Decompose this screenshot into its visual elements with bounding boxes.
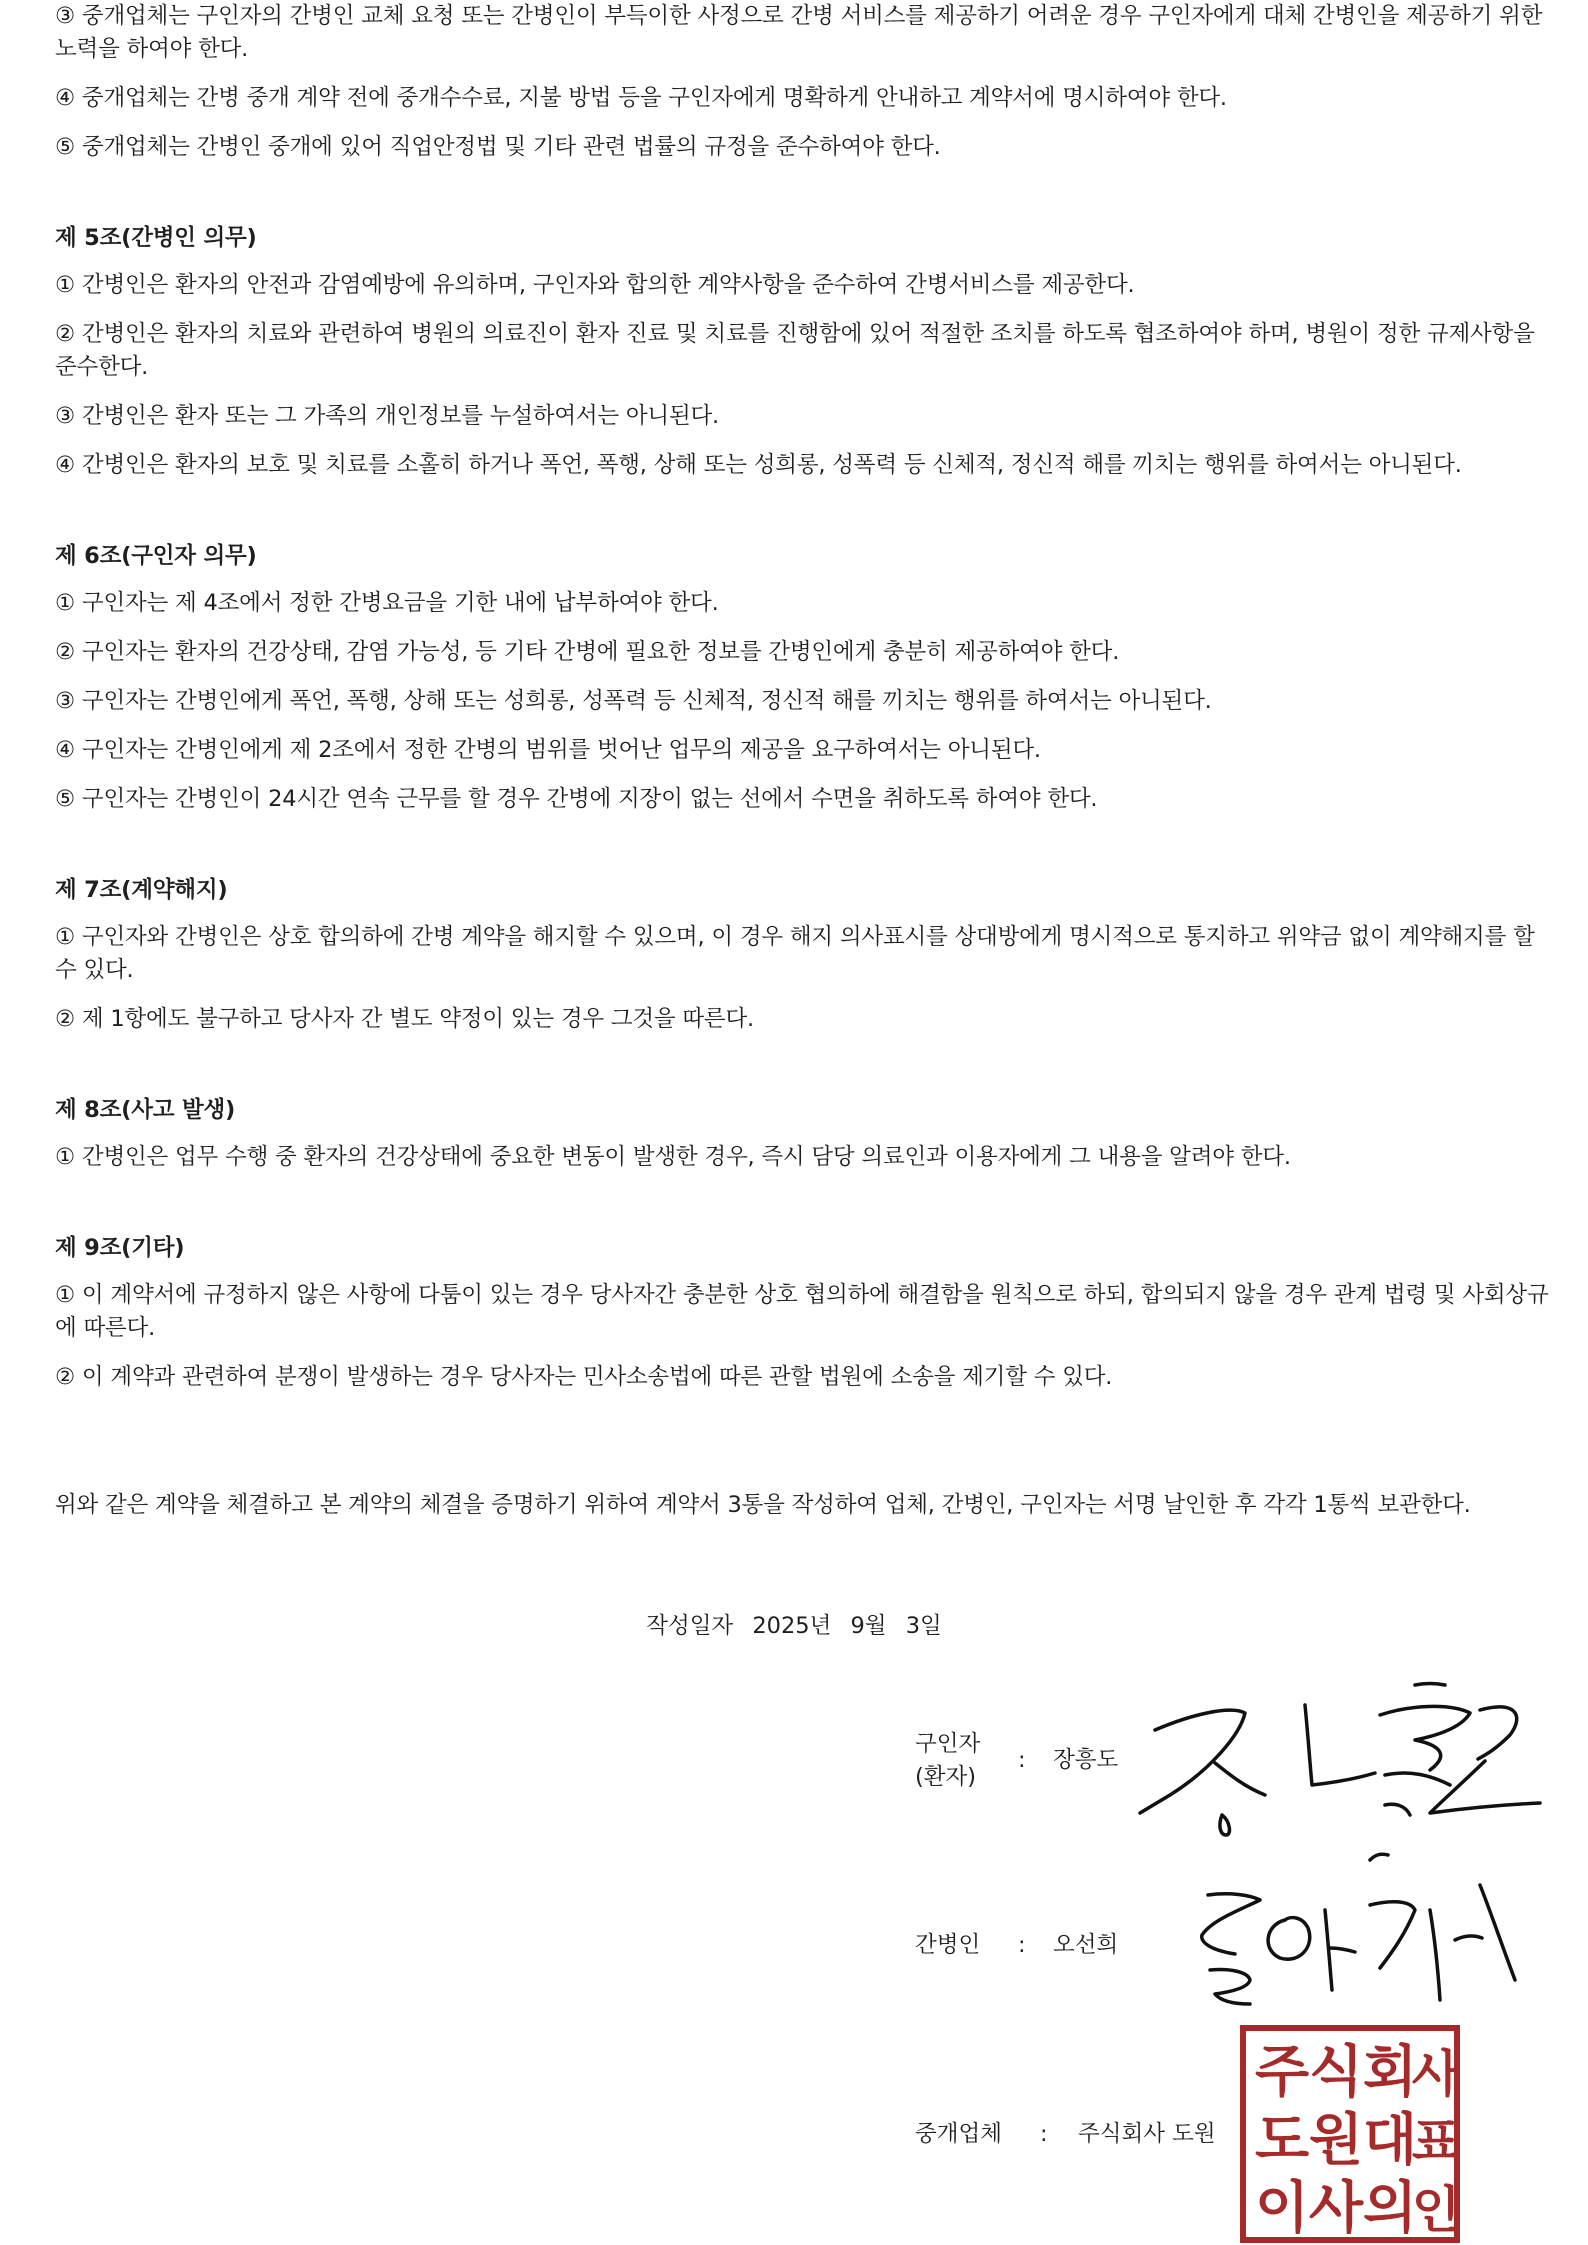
svg-text:표: 표 bbox=[1411, 2113, 1460, 2171]
clause-text: ④ 구인자는 간병인에게 제 2조에서 정한 간병의 범위를 벗어난 업무의 제공을 요구하여서는 아니된다. bbox=[55, 737, 1041, 763]
clause-text: ② 이 계약과 관련하여 분쟁이 발생하는 경우 당사자는 민사소송법에 따른 관할 법원에 소송을 제기할 수 있다. bbox=[55, 1364, 1113, 1390]
svg-text:주: 주 bbox=[1254, 2040, 1310, 2105]
company-seal-stamp bbox=[1240, 2025, 1460, 2243]
article-title: 제 7조(계약해지) bbox=[55, 877, 228, 903]
date-day: 3일 bbox=[905, 1613, 942, 1639]
intro-section bbox=[55, 0, 1550, 164]
svg-text:인: 인 bbox=[1411, 2181, 1460, 2239]
closing-statement: 위와 같은 계약을 체결하고 본 계약의 체결을 증명하기 위하여 계약서 3통을 작성하여 업체, 간병인, 구인자는 서명 날인한 후 각각 1통씩 보관한다. bbox=[55, 1491, 1471, 1518]
clause-text: ② 구인자는 환자의 건강상태, 감염 가능성, 등 기타 간병에 필요한 정보를 간병인에게 충분히 제공하여야 한다. bbox=[55, 639, 1120, 665]
clause-text: ③ 구인자는 간병인에게 폭언, 폭행, 상해 또는 성희롱, 성폭력 등 신체적, 정신적 해를 끼치는 행위를 하여서는 아니된다. bbox=[55, 688, 1212, 714]
signer-colon: : bbox=[1040, 2121, 1048, 2147]
article-title: 제 5조(간병인 의무) bbox=[55, 225, 257, 251]
client-signature bbox=[1130, 1675, 1550, 1865]
clause-text: ③ 중개업체는 구인자의 간병인 교체 요청 또는 간병인이 부득이한 사정으로 간병 서비스를 제공하기 어려운 경우 구인자에게 대체 간병인을 제공하기 위한 노력을 하여야 한다. bbox=[55, 3, 1543, 62]
clause-text: ④ 중개업체는 간병 중개 계약 전에 중개수수료, 지불 방법 등을 구인자에게 명확하게 안내하고 계약서에 명시하여야 한다. bbox=[55, 85, 1227, 111]
svg-text:의: 의 bbox=[1362, 2176, 1418, 2241]
svg-text:사: 사 bbox=[1411, 2045, 1460, 2103]
signer-role: 중개업체 bbox=[915, 2121, 1002, 2147]
clause-text: ② 간병인은 환자의 치료와 관련하여 병원의 의료진이 환자 진료 및 치료를 진행함에 있어 적절한 조치를 하도록 협조하여야 하며, 병원이 정한 규제사항을 준수한다. bbox=[55, 321, 1535, 380]
signer-role bbox=[915, 1728, 1005, 1794]
svg-text:대: 대 bbox=[1362, 2108, 1418, 2173]
clause-text: ① 간병인은 환자의 안전과 감염예방에 유의하며, 구인자와 합의한 계약사항을 준수하여 간병서비스를 제공한다. bbox=[55, 272, 1135, 298]
svg-text:원: 원 bbox=[1308, 2108, 1364, 2173]
date-line bbox=[0, 1610, 1588, 1643]
svg-text:회: 회 bbox=[1362, 2040, 1418, 2105]
article-8 bbox=[55, 1094, 1550, 1174]
date-year: 2025년 bbox=[752, 1613, 832, 1639]
clause-text: ① 구인자는 제 4조에서 정한 간병요금을 기한 내에 납부하여야 한다. bbox=[55, 590, 719, 616]
signer-role-line: (환자) bbox=[915, 1764, 977, 1790]
signer-colon: : bbox=[1018, 1932, 1026, 1958]
article-9 bbox=[55, 1232, 1550, 1394]
signer-agency bbox=[915, 2118, 1255, 2158]
clause-text: ① 구인자와 간병인은 상호 합의하에 간병 계약을 해지할 수 있으며, 이 경우 해지 의사표시를 상대방에게 명시적으로 통지하고 위약금 없이 계약해지를 할 수 있다. bbox=[55, 924, 1535, 983]
signer-name: 주식회사 도원 bbox=[1078, 2121, 1216, 2147]
article-title: 제 8조(사고 발생) bbox=[55, 1097, 236, 1123]
signer-name: 장흥도 bbox=[1053, 1747, 1119, 1773]
article-title: 제 9조(기타) bbox=[55, 1235, 185, 1261]
clause-text: ③ 간병인은 환자 또는 그 가족의 개인정보를 누설하여서는 아니된다. bbox=[55, 403, 719, 429]
clause-text: ① 간병인은 업무 수행 중 환자의 건강상태에 중요한 변동이 발생한 경우, 즉시 담당 의료인과 이용자에게 그 내용을 알려야 한다. bbox=[55, 1144, 1291, 1170]
clause-text: ① 이 계약서에 규정하지 않은 사항에 다툼이 있는 경우 당사자간 충분한 상호 협의하에 해결함을 원칙으로 하되, 합의되지 않을 경우 관계 법령 및 사회상규에 따른다. bbox=[55, 1282, 1549, 1341]
svg-text:식: 식 bbox=[1308, 2040, 1364, 2105]
article-6 bbox=[55, 540, 1550, 816]
article-title: 제 6조(구인자 의무) bbox=[55, 543, 257, 569]
caregiver-signature bbox=[1190, 1880, 1530, 2015]
signer-colon: : bbox=[1018, 1747, 1026, 1773]
article-5 bbox=[55, 222, 1550, 482]
svg-text:도: 도 bbox=[1254, 2108, 1310, 2173]
date-label: 작성일자 bbox=[646, 1613, 734, 1639]
signer-role: 간병인 bbox=[915, 1932, 981, 1958]
clause-text: ② 제 1항에도 불구하고 당사자 간 별도 약정이 있는 경우 그것을 따른다. bbox=[55, 1006, 754, 1032]
signer-role-line: 구인자 bbox=[915, 1731, 981, 1757]
article-7 bbox=[55, 874, 1550, 1036]
svg-text:이: 이 bbox=[1254, 2176, 1310, 2241]
signer-caregiver bbox=[915, 1929, 1235, 1969]
clause-text: ⑤ 구인자는 간병인이 24시간 연속 근무를 할 경우 간병에 지장이 없는 선에서 수면을 취하도록 하여야 한다. bbox=[55, 786, 1098, 812]
date-month: 9월 bbox=[850, 1613, 887, 1639]
contract-body bbox=[55, 0, 1550, 1394]
clause-text: ④ 간병인은 환자의 보호 및 치료를 소홀히 하거나 폭언, 폭행, 상해 또는 성희롱, 성폭력 등 신체적, 정신적 해를 끼치는 행위를 하여서는 아니된다. bbox=[55, 452, 1462, 478]
signer-name: 오선희 bbox=[1053, 1932, 1119, 1958]
svg-text:사: 사 bbox=[1308, 2176, 1364, 2241]
clause-text: ⑤ 중개업체는 간병인 중개에 있어 직업안정법 및 기타 관련 법률의 규정을 준수하여야 한다. bbox=[55, 134, 941, 160]
